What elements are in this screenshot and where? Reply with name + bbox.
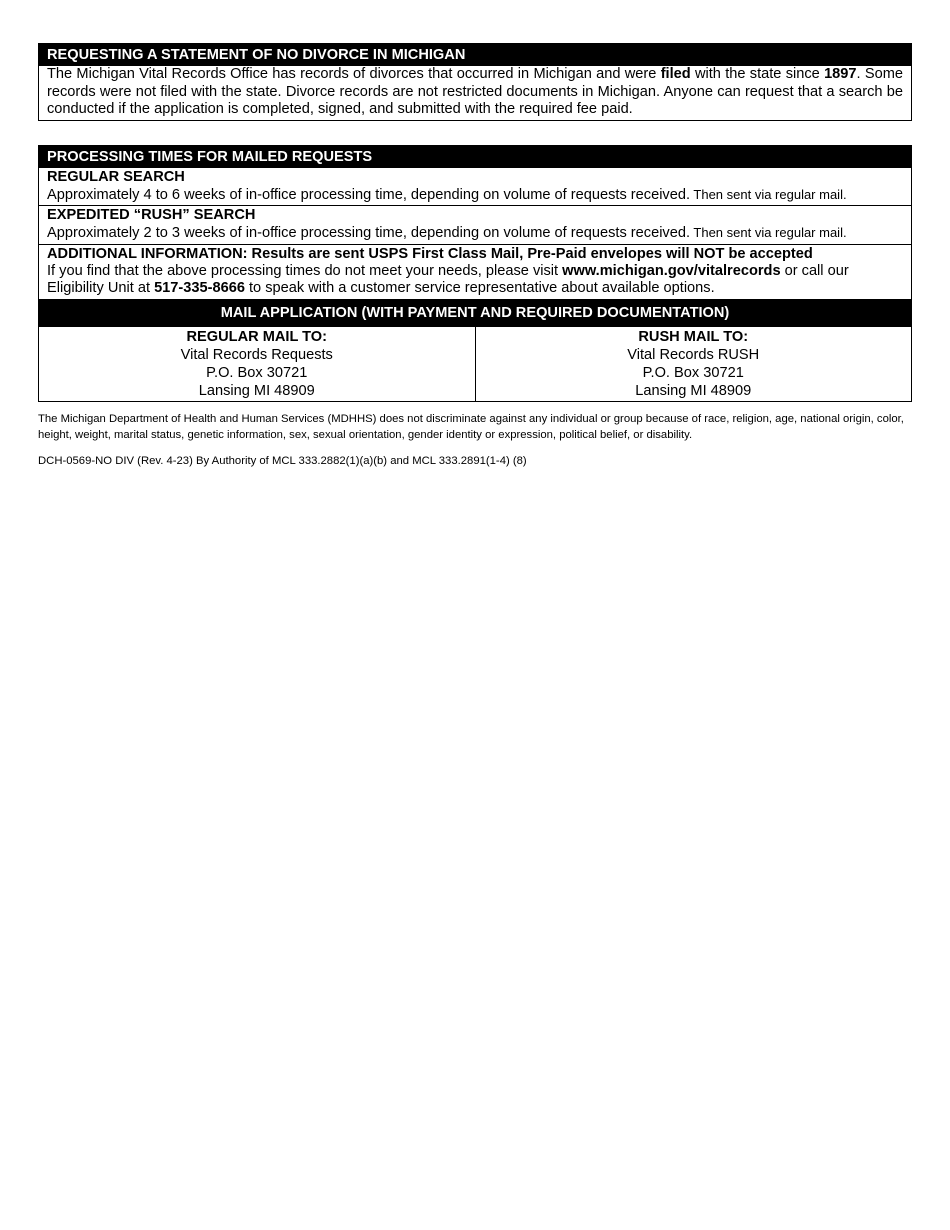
rush-search-text bbox=[47, 224, 903, 243]
rush-mail-line1: Vital Records RUSH bbox=[627, 346, 760, 363]
regular-search-title: REGULAR SEARCH bbox=[47, 168, 185, 185]
regular-mail-line1: Vital Records Requests bbox=[180, 346, 333, 363]
additional-text-b: or call our Eligibility Unit at bbox=[47, 262, 849, 296]
no-divorce-statement-section bbox=[38, 43, 912, 121]
additional-text-c: to speak with a customer service representative about available options. bbox=[244, 280, 715, 296]
paragraph-text-b: with the state since bbox=[690, 66, 825, 82]
regular-search-cell bbox=[39, 168, 911, 207]
additional-information-cell bbox=[39, 245, 911, 299]
regular-search-note: Then sent via regular mail. bbox=[690, 186, 847, 202]
additional-information-title: ADDITIONAL INFORMATION: Results are sent USPS First Class Mail, Pre-Paid envelopes will NOT be accepted bbox=[47, 245, 813, 262]
no-divorce-section-paragraph bbox=[39, 66, 911, 120]
additional-information-text bbox=[47, 263, 903, 298]
paragraph-bold-year: 1897 bbox=[824, 66, 857, 82]
regular-mail-line2: P.O. Box 30721 bbox=[206, 364, 308, 381]
rush-mail-heading: RUSH MAIL TO: bbox=[638, 328, 749, 345]
mail-application-header: MAIL APPLICATION (WITH PAYMENT AND REQUIRED DOCUMENTATION) bbox=[39, 299, 911, 327]
paragraph-text-a: The Michigan Vital Records Office has records of divorces that occurred in Michigan and were bbox=[47, 66, 661, 82]
regular-mail-line3: Lansing MI 48909 bbox=[198, 382, 315, 399]
rush-search-title: EXPEDITED “RUSH” SEARCH bbox=[47, 207, 256, 223]
regular-mail-address bbox=[39, 327, 476, 401]
rush-mail-address bbox=[476, 327, 912, 401]
vital-records-website-link[interactable]: www.michigan.gov/vitalrecords bbox=[562, 262, 781, 279]
rush-mail-line3: Lansing MI 48909 bbox=[635, 382, 752, 399]
regular-search-description: Approximately 4 to 6 weeks of in-office processing time, depending on volume of requests received. bbox=[47, 186, 691, 203]
nondiscrimination-notice: The Michigan Department of Health and Human Services (MDHHS) does not discriminate against any individual or group because of race, religion, age, national origin, color, height, weight, marital status, genetic information, sex, sexual orientation, gender identity or expression, political belief, or disability. bbox=[38, 412, 904, 441]
rush-search-description: Approximately 2 to 3 weeks of in-office processing time, depending on volume of requests received. bbox=[47, 225, 691, 241]
rush-search-cell bbox=[39, 206, 911, 245]
form-number: DCH-0569-NO DIV (Rev. 4-23) By Authority of MCL 333.2882(1)(a)(b) and MCL 333.2891(1-4) (8) bbox=[38, 454, 527, 467]
mailing-addresses-row bbox=[39, 327, 911, 401]
paragraph-text-c: . Some records were not filed with the state. Divorce records are not restricted documents in Michigan. Anyone can request that a search be conducted if the application is completed, signed, and submitted with the required fee paid. bbox=[47, 66, 903, 117]
eligibility-unit-phone: 517-335-8666 bbox=[154, 280, 245, 296]
document-page bbox=[38, 43, 912, 469]
paragraph-bold-filed: filed bbox=[660, 66, 691, 82]
no-divorce-section-header: REQUESTING A STATEMENT OF NO DIVORCE IN MICHIGAN bbox=[39, 44, 911, 66]
additional-text-a: If you find that the above processing times do not meet your needs, please visit bbox=[47, 262, 563, 279]
rush-search-note: Then sent via regular mail. bbox=[690, 225, 847, 240]
processing-times-header: PROCESSING TIMES FOR MAILED REQUESTS bbox=[39, 146, 911, 168]
rush-mail-line2: P.O. Box 30721 bbox=[642, 364, 744, 381]
processing-times-section bbox=[38, 145, 912, 402]
regular-mail-heading: REGULAR MAIL TO: bbox=[186, 328, 328, 345]
regular-search-text bbox=[47, 186, 903, 205]
